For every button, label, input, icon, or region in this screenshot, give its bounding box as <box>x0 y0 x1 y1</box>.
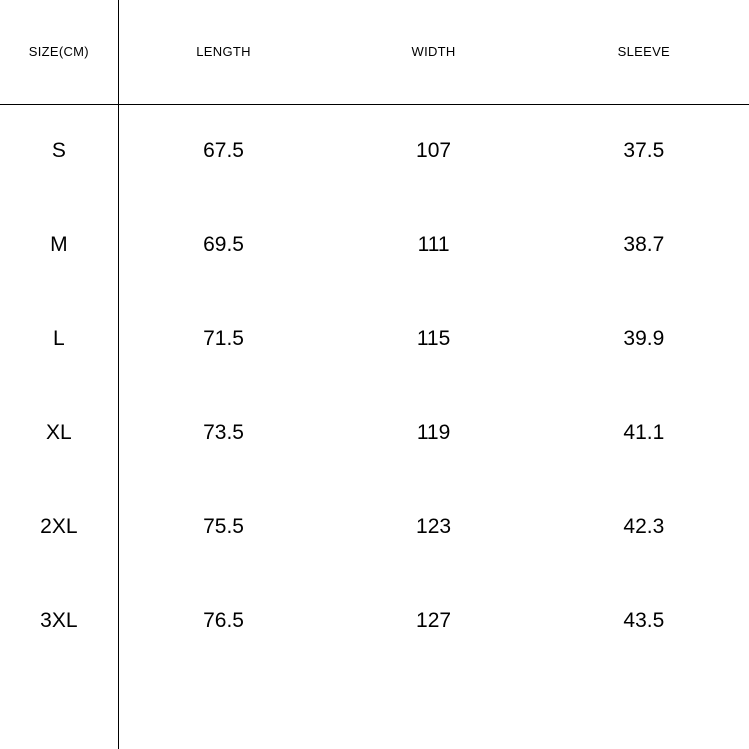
cell-width: 111 <box>417 233 450 256</box>
cell-size: L <box>0 292 118 386</box>
table-row <box>0 480 749 574</box>
cell-length: 73.5 <box>203 421 244 444</box>
cell-sleeve: 37.5 <box>623 139 665 163</box>
column-header-size: SIZE(CM) <box>0 0 118 104</box>
cell-sleeve: 42.3 <box>623 515 665 538</box>
cell-length: 69.5 <box>203 233 244 256</box>
table-row <box>0 104 749 198</box>
cell-size: 3XL <box>0 574 118 668</box>
cell-sleeve: 41.1 <box>623 421 665 444</box>
cell-width: 123 <box>416 515 452 538</box>
cell-width: 107 <box>416 139 452 163</box>
cell-size: XL <box>0 386 118 480</box>
cell-size: S <box>0 104 118 198</box>
cell-length: 76.5 <box>203 609 244 632</box>
cell-sleeve: 39.9 <box>623 327 665 350</box>
column-header-width: WIDTH <box>328 0 538 104</box>
cell-size: 2XL <box>0 480 118 574</box>
cell-width: 115 <box>416 327 451 350</box>
table-header-row <box>0 0 749 104</box>
cell-sleeve: 43.5 <box>623 609 665 632</box>
column-header-sleeve: SLEEVE <box>539 0 749 104</box>
table-row <box>0 574 749 668</box>
column-header-length: LENGTH <box>118 0 328 104</box>
table-row <box>0 292 749 386</box>
cell-width: 127 <box>416 609 452 632</box>
cell-size: M <box>0 198 118 292</box>
cell-length: 71.5 <box>203 327 244 350</box>
cell-length: 75.5 <box>203 515 244 538</box>
table-row <box>0 198 749 292</box>
cell-width: 119 <box>416 421 451 444</box>
cell-sleeve: 38.7 <box>623 233 665 256</box>
table-row <box>0 386 749 480</box>
cell-length: 67.5 <box>203 139 244 163</box>
